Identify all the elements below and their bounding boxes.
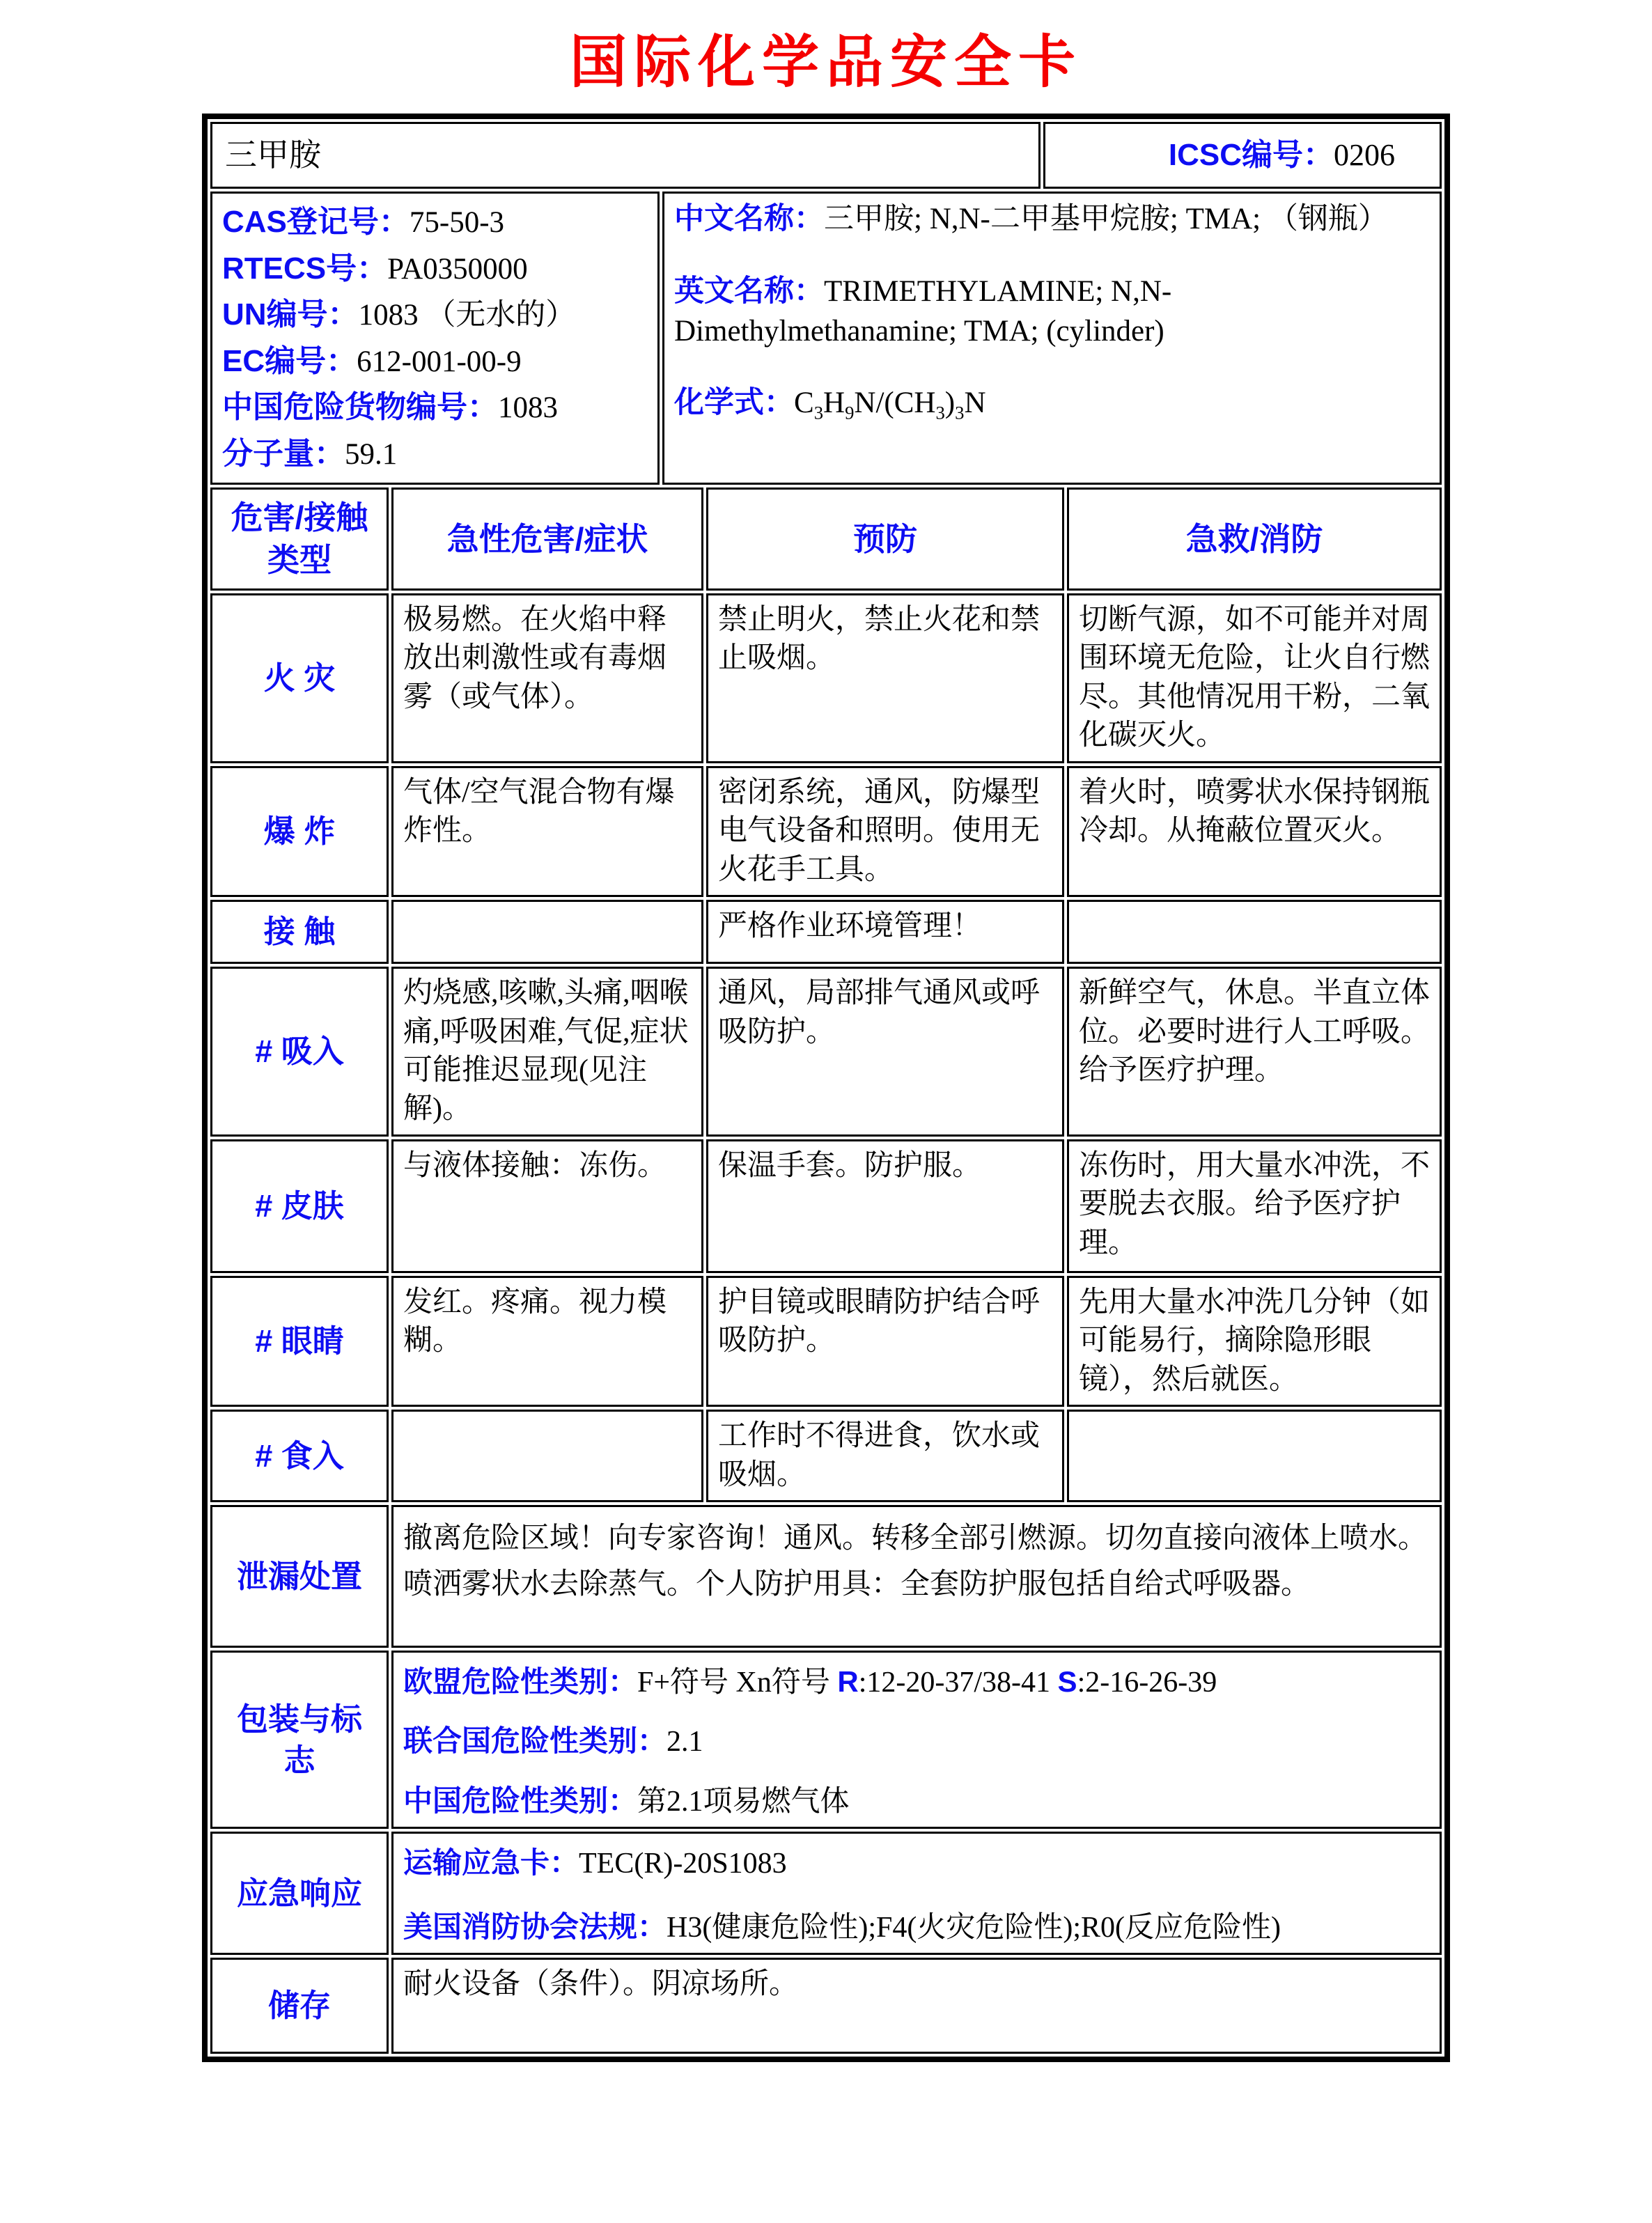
china-class-label: 中国危险性类别： [403,1784,638,1817]
firstaid-cell: 新鲜空气，休息。半直立体位。必要时进行人工呼吸。给予医疗护理。 [1067,967,1442,1137]
firstaid-cell [1067,1410,1442,1502]
chemical-formula-field [674,383,1430,423]
hazard-type-cell: # 眼睛 [210,1276,389,1407]
chem-formula-label: 化学式： [674,386,794,420]
emergency-response-row [210,1832,1442,1955]
icsc-number-cell [1043,122,1442,189]
un-label: UN编号： [222,297,359,332]
hazard-row-ingestion [210,1410,1442,1502]
chemical-names-cell [662,192,1442,485]
hazard-type-cell: # 食入 [210,1410,389,1502]
un-hazard-class [403,1722,1430,1761]
prevention-cell: 保温手套。防护服。 [706,1139,1064,1273]
spill-disposal-row [210,1505,1442,1648]
prevention-cell: 严格作业环境管理！ [706,900,1064,964]
header-prevention: 预防 [706,488,1064,591]
s-phrase-label: S [1057,1665,1077,1698]
prevention-cell: 护目镜或眼睛防护结合呼吸防护。 [706,1276,1064,1407]
hazard-type-cell: 爆 炸 [210,766,389,897]
name-row [210,122,1442,189]
chem-formula-value: $C_3H_9N/(CH_3)_3N$ [794,387,986,423]
hazard-row-explosion [210,766,1442,897]
firstaid-cell: 先用大量水冲洗几分钟（如可能易行，摘除隐形眼镜），然后就医。 [1067,1276,1442,1407]
un-class-value: 2.1 [667,1726,703,1758]
r-phrase-value: :12-20-37/38-41 [858,1667,1058,1699]
eu-class-value: F+符号 Xn符号 [637,1667,838,1699]
hazard-row-contact [210,900,1442,964]
mw-value: 59.1 [345,437,398,471]
china-class-value: 第2.1项易燃气体 [637,1785,850,1818]
hazard-table-header-row [210,488,1442,591]
header-hazard-type: 危害/接触类型 [210,488,389,591]
symptoms-cell: 与液体接触：冻伤。 [391,1139,703,1273]
rtecs-value: PA0350000 [387,252,528,286]
packaging-labelling-row [210,1651,1442,1829]
cas-value: 75-50-3 [409,206,505,239]
ec-label: EC编号： [222,343,357,378]
symptoms-cell [391,900,703,964]
firstaid-cell: 着火时，喷雾状水保持钢瓶冷却。从掩蔽位置灭火。 [1067,766,1442,897]
page-title: 国际化学品安全卡 [569,31,1082,94]
mw-label: 分子量： [222,436,345,471]
hazard-row-fire [210,593,1442,763]
hazard-row-eyes [210,1276,1442,1407]
header-symptoms: 急性危害/症状 [391,488,703,591]
spill-content: 撤离危险区域！向专家咨询！通风。转移全部引燃源。切勿直接向液体上喷水。喷洒雾状水去除蒸气。个人防护用具：全套防护服包括自给式呼吸器。 [391,1505,1442,1648]
symptoms-cell: 极易燃。在火焰中释放出刺激性或有毒烟雾（或气体）。 [391,593,703,763]
emergency-section-label: 应急响应 [210,1832,389,1955]
nfpa-code [403,1908,1430,1947]
firstaid-cell [1067,900,1442,964]
packaging-section-label: 包装与标志 [210,1651,389,1829]
molecular-weight [222,431,648,478]
cas-label: CAS登记号： [222,205,410,239]
chemical-name: 三甲胺 [210,122,1041,189]
prevention-cell: 工作时不得进食，饮水或吸烟。 [706,1410,1064,1502]
hazard-row-inhalation [210,967,1442,1137]
storage-section-label: 储存 [210,1958,389,2054]
header-firstaid: 急救/消防 [1067,488,1442,591]
nfpa-label: 美国消防协会法规： [403,1910,667,1943]
identifiers-row [210,192,1442,485]
un-number [222,292,648,338]
registry-numbers-cell [210,192,660,485]
safety-card [202,114,1450,2062]
icsc-number-value: 0206 [1334,137,1395,172]
firstaid-cell: 冻伤时，用大量水冲洗，不要脱去衣服。给予医疗护理。 [1067,1139,1442,1273]
tec-label: 运输应急卡： [403,1846,579,1880]
symptoms-cell: 发红。疼痛。视力模糊。 [391,1276,703,1407]
ec-value: 612-001-00-9 [357,345,522,378]
r-phrase-label: R [837,1665,859,1698]
chinese-name-field [674,199,1430,240]
prevention-cell: 密闭系统，通风，防爆型电气设备和照明。使用无火花手工具。 [706,766,1064,897]
cas-number [222,199,648,246]
emergency-content [391,1832,1442,1955]
china-dangerous-goods-number [222,384,648,431]
hazard-type-cell: # 吸入 [210,967,389,1137]
prevention-cell: 通风，局部排气通风或呼吸防护。 [706,967,1064,1137]
hazard-row-skin [210,1139,1442,1273]
symptoms-cell [391,1410,703,1502]
tec-value: TEC(R)-20S1083 [579,1848,787,1880]
un-value: 1083 （无水的） [358,299,576,332]
symptoms-cell: 灼烧感,咳嗽,头痛,咽喉痛,呼吸困难,气促,症状可能推迟显现(见注解)。 [391,967,703,1137]
packaging-content [391,1651,1442,1829]
storage-row [210,1958,1442,2054]
rtecs-label: RTECS号： [222,251,388,286]
ec-number [222,338,648,385]
spill-section-label: 泄漏处置 [210,1505,389,1648]
english-name-label: 英文名称： [674,274,824,308]
s-phrase-value: :2-16-26-39 [1077,1667,1217,1699]
hazard-type-cell: # 皮肤 [210,1139,389,1273]
cn-dg-label: 中国危险货物编号： [222,390,498,424]
hazard-type-cell: 火 灾 [210,593,389,763]
rtecs-number [222,246,648,292]
english-name-value: TRIMETHYLAMINE; N,N-Dimethylmethanamine; TMA; (cylinder) [674,274,1172,348]
firstaid-cell: 切断气源，如不可能并对周围环境无危险，让火自行燃尽。其他情况用干粉，二氧化碳灭火。 [1067,593,1442,763]
storage-content: 耐火设备（条件）。阴凉场所。 [391,1958,1442,2054]
nfpa-value: H3(健康危险性);F4(火灾危险性);R0(反应危险性) [667,1911,1281,1944]
cn-dg-value: 1083 [498,391,558,424]
eu-class-label: 欧盟危险性类别： [403,1665,638,1698]
transport-emergency-card [403,1843,1430,1883]
icsc-number-label: ICSC编号： [1168,137,1334,172]
china-hazard-class [403,1781,1430,1821]
un-class-label: 联合国危险性类别： [403,1724,667,1758]
prevention-cell: 禁止明火，禁止火花和禁止吸烟。 [706,593,1064,763]
chinese-name-value: 三甲胺; N,N-二甲基甲烷胺; TMA; （钢瓶） [824,203,1388,235]
hazard-type-cell: 接 触 [210,900,389,964]
symptoms-cell: 气体/空气混合物有爆炸性。 [391,766,703,897]
eu-hazard-class [403,1662,1430,1702]
english-name-field [674,272,1430,352]
chinese-name-label: 中文名称： [674,202,824,235]
